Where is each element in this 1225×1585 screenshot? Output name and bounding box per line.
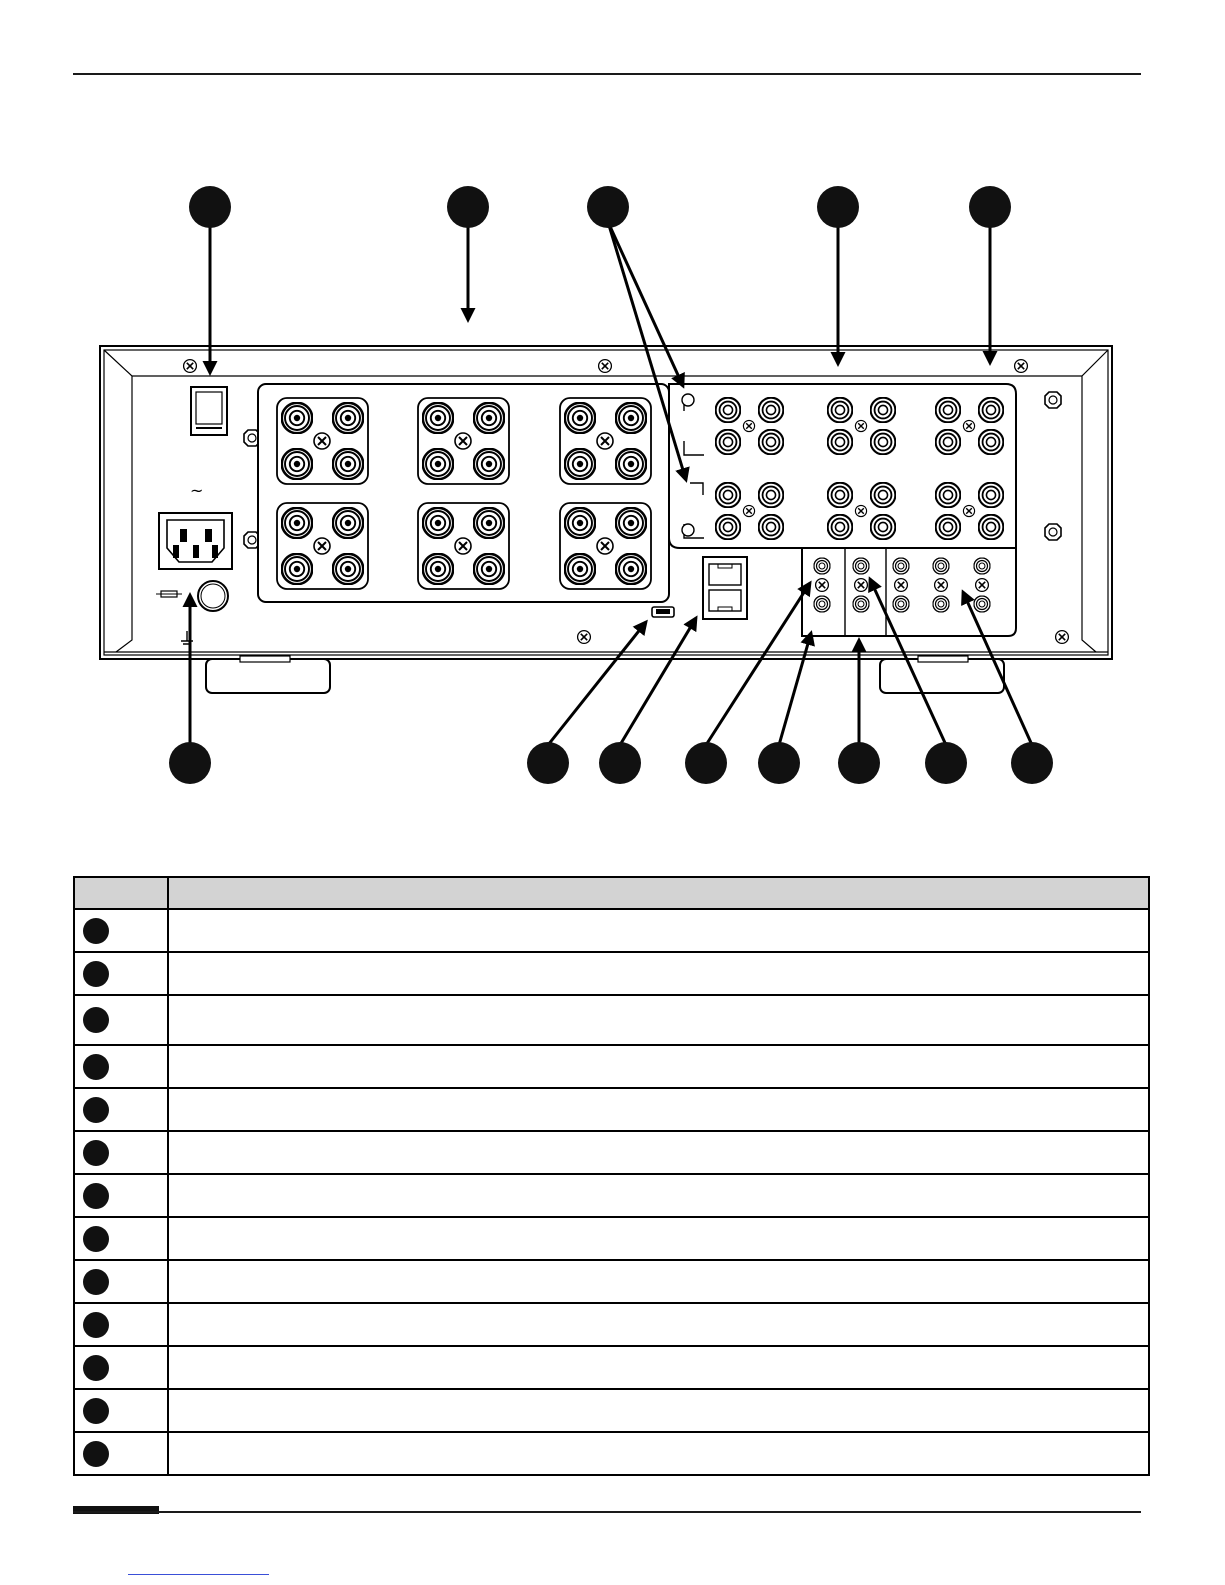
binding-post	[333, 449, 363, 479]
legend-description	[168, 1303, 1149, 1346]
rca-jack	[936, 430, 961, 455]
mini-jack-screw	[935, 579, 948, 592]
callout-marker	[817, 186, 859, 228]
terminal-screw	[455, 433, 471, 449]
power-switch	[191, 387, 227, 435]
legend-description	[168, 1432, 1149, 1475]
mini-jack-screw	[895, 579, 908, 592]
footer-rule	[73, 1511, 1141, 1513]
legend-number-cell	[74, 952, 168, 995]
mini-jack	[933, 596, 949, 612]
rca-jack	[979, 515, 1004, 540]
ac-symbol: ~	[190, 481, 204, 500]
rca-jack	[759, 483, 784, 508]
legend-row	[74, 1389, 1149, 1432]
rca-jack	[979, 398, 1004, 423]
rca-screw	[855, 505, 866, 516]
legend-description	[168, 1346, 1149, 1389]
legend-callout-marker	[83, 1398, 109, 1424]
binding-post	[474, 403, 504, 433]
terminal-screw	[597, 433, 613, 449]
rca-jack	[828, 398, 853, 423]
binding-post	[423, 449, 453, 479]
mini-jack-screw	[976, 579, 989, 592]
bottom-callouts	[169, 742, 1053, 784]
legend-number-cell	[74, 1045, 168, 1088]
legend-description	[168, 1045, 1149, 1088]
top-callouts	[189, 186, 1011, 228]
binding-post	[282, 449, 312, 479]
legend-number-cell	[74, 1131, 168, 1174]
mini-jack	[853, 558, 869, 574]
legend-callout-marker	[83, 1007, 109, 1033]
terminal-screw	[597, 538, 613, 554]
legend-header-number	[74, 877, 168, 909]
binding-post	[616, 554, 646, 584]
rca-jack	[936, 515, 961, 540]
callout-marker	[925, 742, 967, 784]
rca-jack	[716, 483, 741, 508]
legend-row	[74, 1260, 1149, 1303]
legend-row	[74, 995, 1149, 1045]
binding-post	[333, 554, 363, 584]
legend-callout-marker	[83, 961, 109, 987]
callout-marker	[169, 742, 211, 784]
legend-callout-marker	[83, 1183, 109, 1209]
rca-jack	[759, 515, 784, 540]
rca-screw	[743, 420, 754, 431]
legend-table	[73, 876, 1150, 1476]
binding-post	[333, 508, 363, 538]
callout-marker	[1011, 742, 1053, 784]
mini-jack	[893, 596, 909, 612]
binding-post	[616, 449, 646, 479]
legend-description	[168, 909, 1149, 952]
rca-jack	[828, 483, 853, 508]
callout-marker	[189, 186, 231, 228]
rca-jack	[936, 398, 961, 423]
legend-row	[74, 1088, 1149, 1131]
legend-header-description	[168, 877, 1149, 909]
binding-post	[616, 508, 646, 538]
legend-row	[74, 1174, 1149, 1217]
rca-jack	[936, 483, 961, 508]
legend-row	[74, 1131, 1149, 1174]
legend-number-cell	[74, 1088, 168, 1131]
mini-jack	[814, 596, 830, 612]
mini-jack	[814, 558, 830, 574]
mini-jack	[853, 596, 869, 612]
legend-callout-marker	[83, 1226, 109, 1252]
binding-post	[565, 449, 595, 479]
mini-jack	[974, 558, 990, 574]
rca-jack	[828, 430, 853, 455]
rca-jack	[759, 398, 784, 423]
legend-row	[74, 1303, 1149, 1346]
rca-jack	[979, 430, 1004, 455]
legend-description	[168, 995, 1149, 1045]
legend-number-cell	[74, 1346, 168, 1389]
rca-jack	[828, 515, 853, 540]
rca-jack	[716, 515, 741, 540]
rca-jack	[871, 483, 896, 508]
legend-row	[74, 1217, 1149, 1260]
binding-post	[565, 403, 595, 433]
callout-marker	[838, 742, 880, 784]
rca-jack	[759, 430, 784, 455]
binding-post	[282, 554, 312, 584]
terminal-screw	[314, 538, 330, 554]
mini-jack	[933, 558, 949, 574]
legend-callout-marker	[83, 1312, 109, 1338]
legend-description	[168, 952, 1149, 995]
rca-jack	[871, 515, 896, 540]
rca-jack	[716, 430, 741, 455]
legend-number-cell	[74, 1389, 168, 1432]
rca-screw	[963, 420, 974, 431]
binding-post	[423, 554, 453, 584]
rca-jack	[979, 483, 1004, 508]
callout-marker	[447, 186, 489, 228]
network-ports	[703, 557, 747, 619]
legend-description	[168, 1088, 1149, 1131]
legend-number-cell	[74, 995, 168, 1045]
legend-callout-marker	[83, 1097, 109, 1123]
legend-description	[168, 1217, 1149, 1260]
legend-row	[74, 1045, 1149, 1088]
legend-description	[168, 1174, 1149, 1217]
callout-marker	[969, 186, 1011, 228]
rca-screw	[743, 505, 754, 516]
legend-number-cell	[74, 909, 168, 952]
legend-number-cell	[74, 1174, 168, 1217]
rca-screw	[963, 505, 974, 516]
binding-post	[423, 403, 453, 433]
legend-row	[74, 952, 1149, 995]
binding-post	[474, 554, 504, 584]
legend-number-cell	[74, 1303, 168, 1346]
legend-callout-marker	[83, 1441, 109, 1467]
control-io-block	[802, 548, 1016, 636]
rca-screw	[855, 420, 866, 431]
audio-io-block	[669, 384, 1016, 548]
callout-marker	[599, 742, 641, 784]
legend-description	[168, 1131, 1149, 1174]
legend-callout-marker	[83, 1269, 109, 1295]
usb-port	[652, 607, 674, 617]
footer-link-underline[interactable]	[128, 1574, 269, 1575]
legend-description	[168, 1260, 1149, 1303]
binding-post	[282, 508, 312, 538]
mini-jack	[893, 558, 909, 574]
legend-row	[74, 1346, 1149, 1389]
mini-jack	[974, 596, 990, 612]
legend-number-cell	[74, 1217, 168, 1260]
binding-post	[565, 554, 595, 584]
binding-post	[423, 508, 453, 538]
legend-row	[74, 909, 1149, 952]
rca-jack	[871, 398, 896, 423]
binding-post	[565, 508, 595, 538]
callout-marker	[587, 186, 629, 228]
legend-number-cell	[74, 1260, 168, 1303]
legend-header-row	[74, 877, 1149, 909]
rca-jack	[871, 430, 896, 455]
legend-callout-marker	[83, 1054, 109, 1080]
binding-post	[333, 403, 363, 433]
mini-jack-screw	[816, 579, 829, 592]
speaker-terminal-block	[258, 384, 669, 602]
callout-marker	[758, 742, 800, 784]
binding-post	[616, 403, 646, 433]
binding-post	[282, 403, 312, 433]
legend-description	[168, 1389, 1149, 1432]
binding-post	[474, 508, 504, 538]
legend-number-cell	[74, 1432, 168, 1475]
terminal-screw	[314, 433, 330, 449]
rca-jack	[716, 398, 741, 423]
callout-marker	[685, 742, 727, 784]
binding-post	[474, 449, 504, 479]
legend-row	[74, 1432, 1149, 1475]
legend-callout-marker	[83, 918, 109, 944]
callout-marker	[527, 742, 569, 784]
legend-callout-marker	[83, 1140, 109, 1166]
mini-jack-screw	[855, 579, 868, 592]
legend-callout-marker	[83, 1355, 109, 1381]
terminal-screw	[455, 538, 471, 554]
